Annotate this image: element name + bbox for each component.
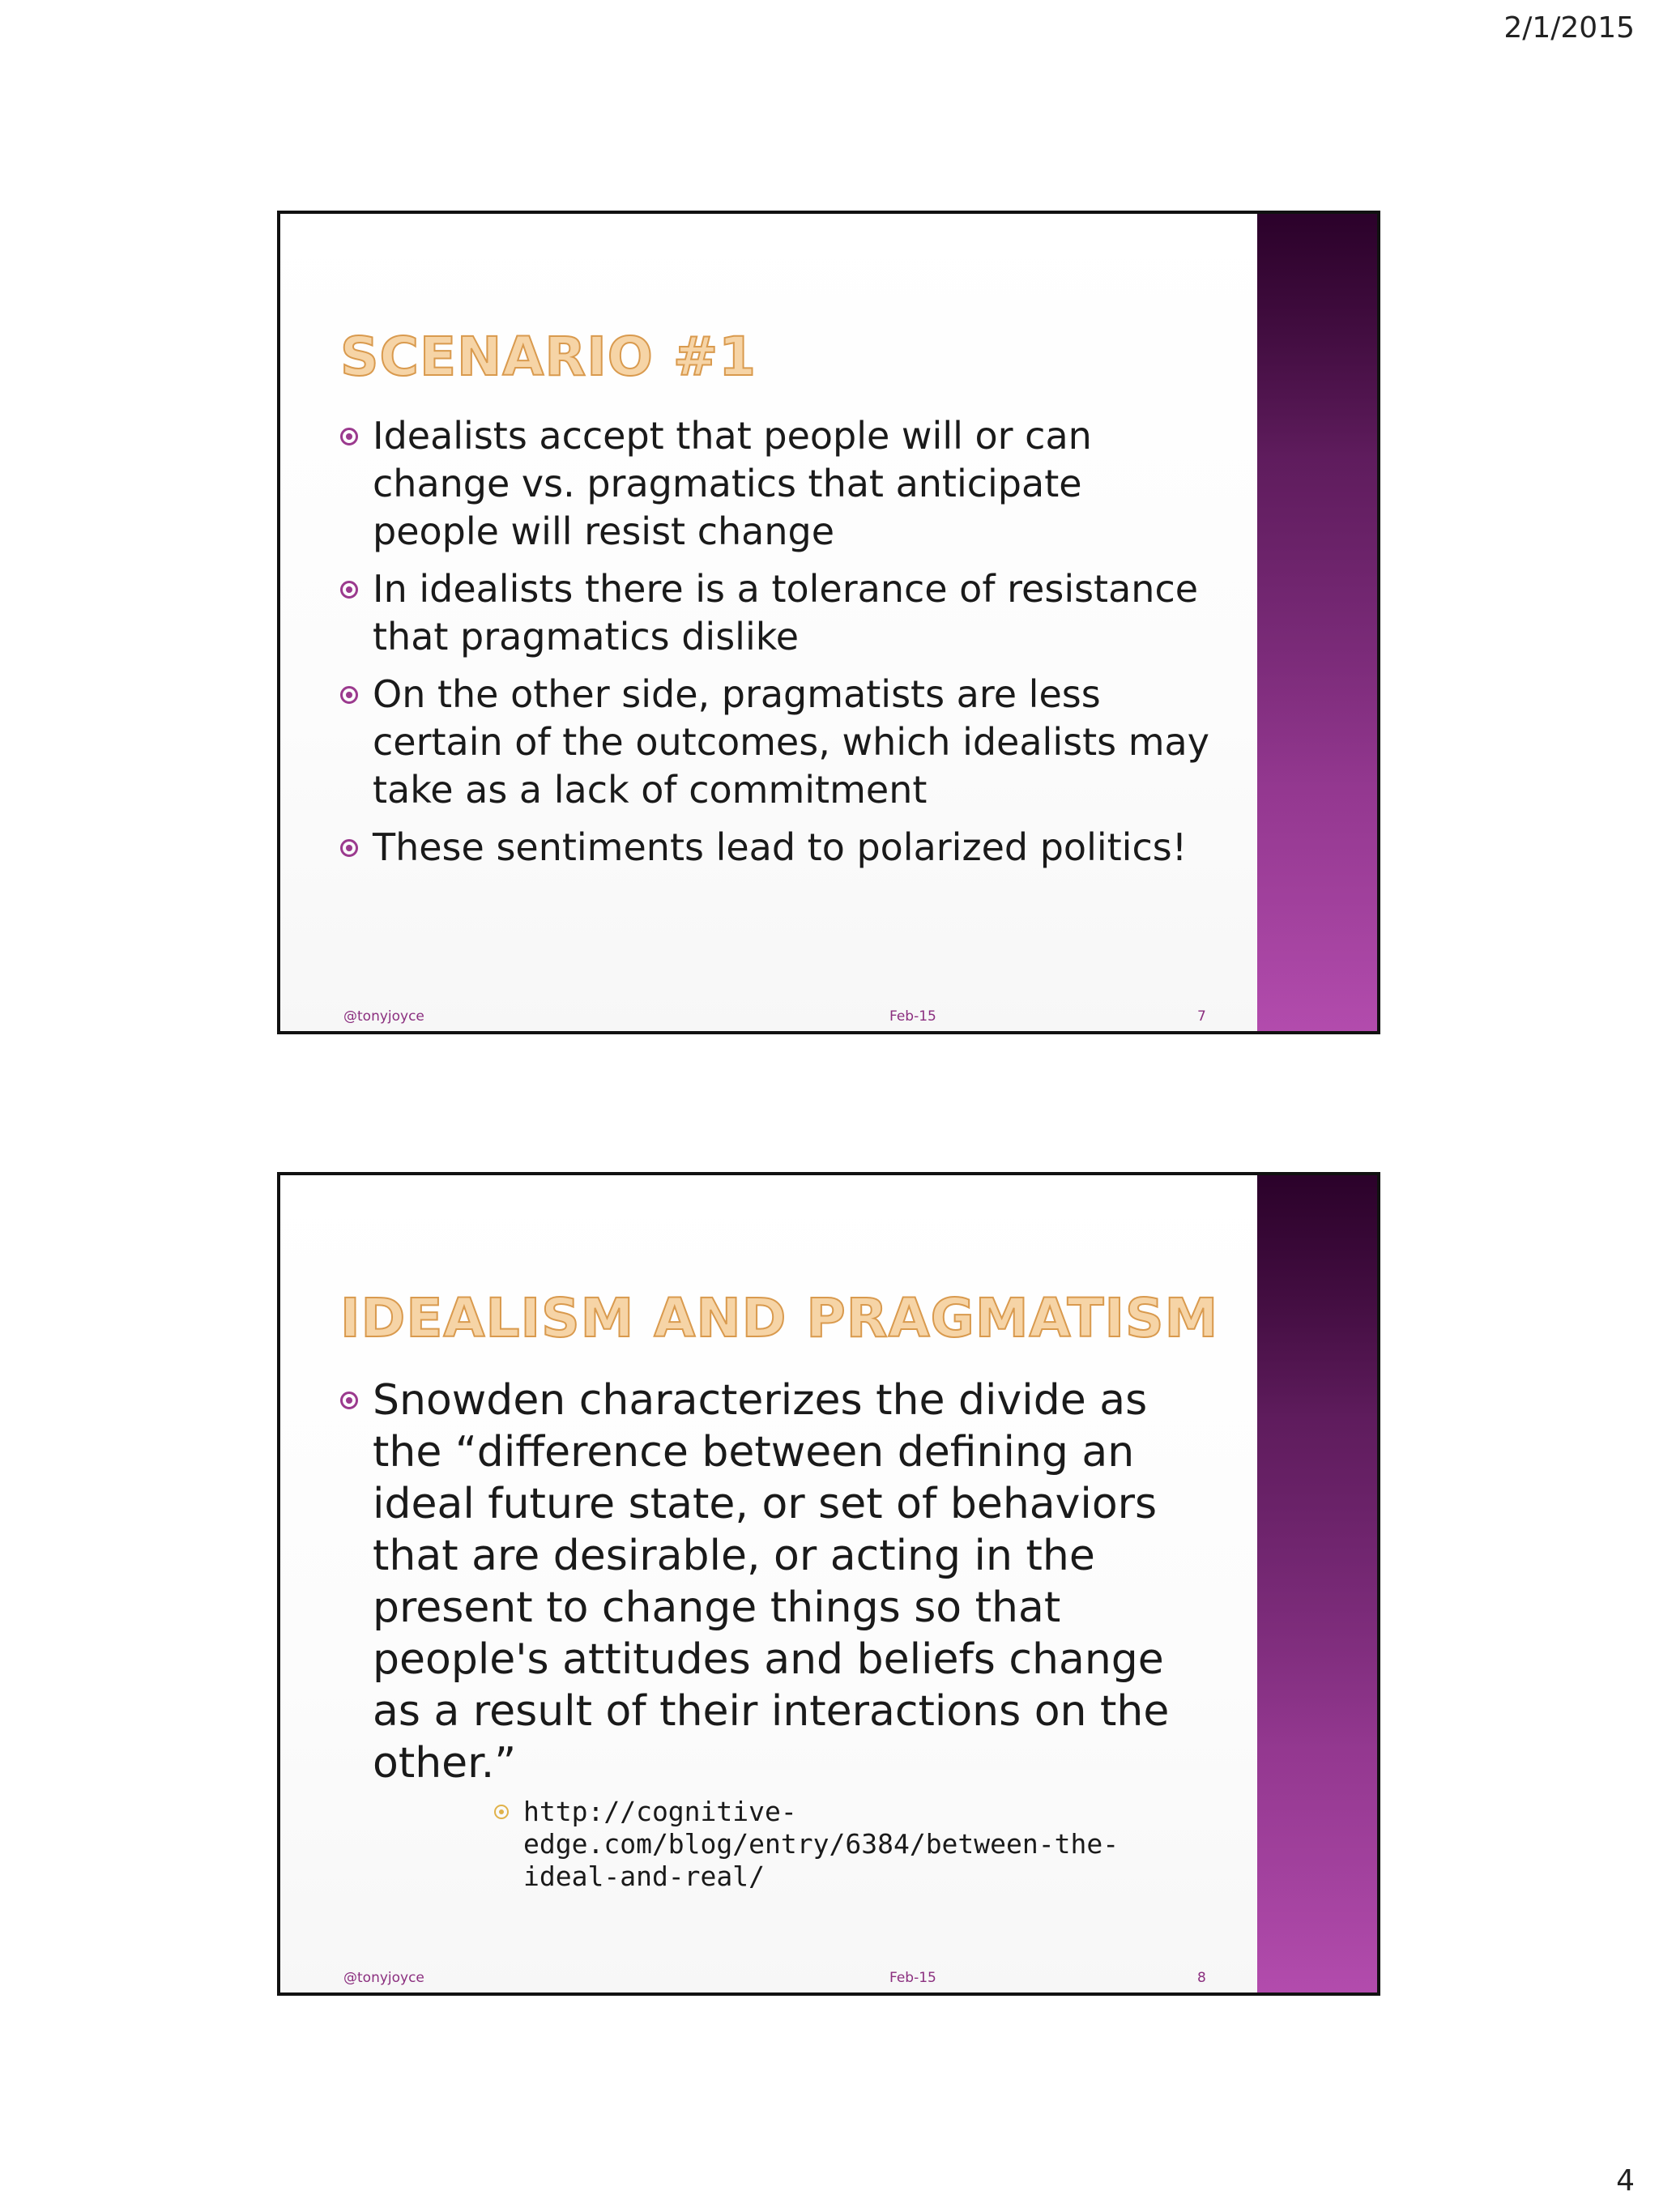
footer-slide-number: 8	[1197, 1970, 1206, 1986]
footer-date: Feb-15	[889, 1970, 936, 1986]
bullet-list	[340, 1375, 1215, 1903]
bullet-item	[340, 412, 1215, 556]
bullet-circle-icon	[340, 686, 358, 704]
slide-7	[277, 211, 1380, 1034]
sub-bullet-item	[494, 1796, 1215, 1893]
footer-author: @tonyjoyce	[343, 1008, 424, 1025]
bullet-circle-icon	[340, 581, 358, 599]
footer-author: @tonyjoyce	[343, 1970, 424, 1986]
bullet-text: These sentiments lead to polarized politics!	[373, 825, 1188, 869]
slide-title: IDEALISM AND PRAGMATISM	[340, 1287, 1219, 1349]
bullet-circle-icon	[340, 839, 358, 857]
sub-bullet-circle-icon	[494, 1805, 509, 1819]
bullet-item	[340, 824, 1215, 872]
page-date: 2/1/2015	[1503, 11, 1635, 45]
source-link[interactable]: http://cognitive-edge.com/blog/entry/6384/between-the-ideal-and-real/	[523, 1796, 1120, 1892]
slide-8	[277, 1172, 1380, 1996]
bullet-item	[340, 1375, 1215, 1893]
bullet-list	[340, 412, 1215, 881]
bullet-text: Snowden characterizes the divide as the “difference between defining an ideal future state, or set of behaviors that are desirable, or acting in the present to change things so that people's attitudes and beliefs change as a result of their interactions on the other.”	[373, 1376, 1170, 1788]
page-number: 4	[1616, 2164, 1635, 2197]
bullet-item	[340, 671, 1215, 814]
bullet-circle-icon	[340, 428, 358, 445]
slide-side-bar	[1257, 1175, 1377, 1993]
sub-bullet-list	[373, 1796, 1215, 1893]
slide-side-bar	[1257, 214, 1377, 1031]
footer-date: Feb-15	[889, 1008, 936, 1025]
bullet-text: In idealists there is a tolerance of resistance that pragmatics dislike	[373, 567, 1199, 658]
slide-title: SCENARIO #1	[340, 326, 757, 388]
bullet-circle-icon	[340, 1392, 358, 1409]
footer-slide-number: 7	[1197, 1008, 1206, 1025]
bullet-text: On the other side, pragmatists are less certain of the outcomes, which idealists may take as a lack of commitment	[373, 672, 1209, 812]
bullet-text: Idealists accept that people will or can change vs. pragmatics that anticipate people will resist change	[373, 414, 1092, 553]
bullet-item	[340, 565, 1215, 661]
